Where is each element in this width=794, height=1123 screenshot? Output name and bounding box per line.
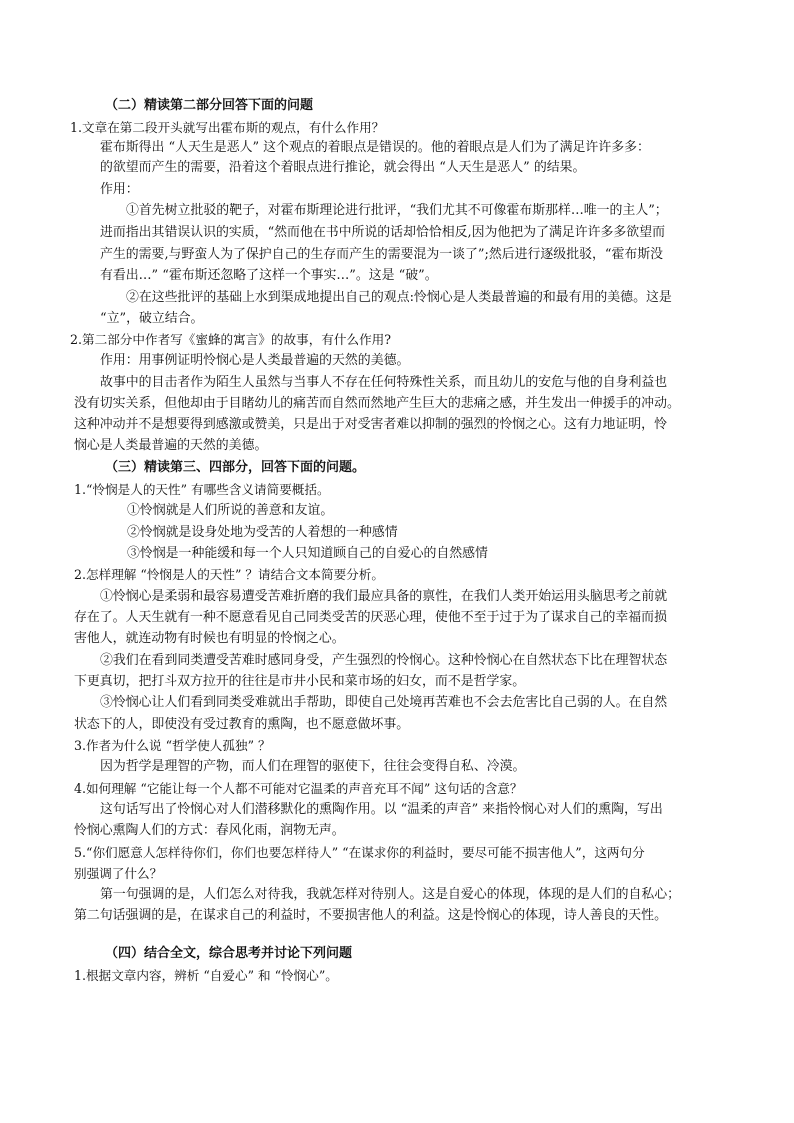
answer-text: 害他人，就连动物有时候也有明显的怜悯之心。 xyxy=(74,631,345,646)
answer-text: 产生的需要,与野蛮人为了保护自己的生存而产生的需要混为一谈了”;然后进行逐级批驳，“霍布斯没 xyxy=(100,247,664,262)
question: 2.怎样理解 “怜悯是人的天性” ？请结合文本简要分析。 xyxy=(74,567,384,582)
question: 1.根据文章内容，辨析 “自爱心” 和 “怜悯心”。 xyxy=(74,968,338,983)
answer-text: 悯心是人类最普遍的天然的美德。 xyxy=(74,438,268,453)
answer-text: 第一句强调的是，人们怎么对待我，我就怎样对待别人。这是自爱心的体现，体现的是人们的自私心； xyxy=(100,887,681,902)
question: 3.作者为什么说 “哲学使人孤独” ？ xyxy=(74,738,271,753)
answer-text: 进而指出其错误认识的实质，“然而他在书中所说的话却恰恰相反,因为他把为了满足许许多多欲望而 xyxy=(100,225,665,240)
answer-text: 怜悯心熏陶人们的方式：春风化雨，润物无声。 xyxy=(74,823,345,838)
section-heading: （四）结合全文，综合思考并讨论下列问题 xyxy=(105,946,353,961)
question: 4.如何理解 “它能让每一个人都不可能对它温柔的声音充耳不闻” 这句话的含意？ xyxy=(74,781,523,796)
answer-text: 霍布斯得出 “人天生是恶人” 这个观点的着眼点是错误的。他的着眼点是人们为了满足许许多多： xyxy=(100,140,650,155)
answer-text: ③怜悯心让人们看到同类受难就出手帮助，即使自己处境再苦难也不会去危害比自己弱的人。在自然 xyxy=(100,695,668,710)
answer-text: 存在了。人天生就有一种不愿意看见自己同类受苦的厌恶心理，使他不至于过于为了谋求自己的幸福而损 xyxy=(74,610,667,625)
answer-text: ①怜悯心是柔弱和最容易遭受苦难折磨的我们最应具备的禀性，在我们人类开始运用头脑思考之前就 xyxy=(100,589,668,604)
answer-text: 因为哲学是理智的产物，而人们在理智的驱使下，往往会变得自私、冷漠。 xyxy=(100,759,526,774)
effect-label: 作用： xyxy=(100,182,139,197)
answer-text: 有看出…” “霍布斯还忽略了这样一个事实…”。这是 “破”。 xyxy=(100,268,438,283)
answer-text: ①首先树立批驳的靶子，对霍布斯理论进行批评，“我们尤其不可像霍布斯那样…唯一的主人”； xyxy=(126,203,668,218)
answer-text: 这句话写出了怜悯心对人们潜移默化的熏陶作用。以 “温柔的声音” 来指怜悯心对人们的熏陶，写出 xyxy=(100,802,663,817)
effect-line: 作用：用事例证明怜悯心是人类最普遍的天然的美德。 xyxy=(100,353,410,368)
answer-text: 下更真切，把打斗双方拉开的往往是市井小民和菜市场的妇女，而不是哲学家。 xyxy=(74,674,526,689)
answer-text: 的欲望而产生的需要，沿着这个着眼点进行推论，就会得出 “人天生是恶人” 的结果。 xyxy=(100,160,586,175)
section-heading: （二）精读第二部分回答下面的问题 xyxy=(105,98,314,113)
section-heading: （三）精读第三、四部分，回答下面的问题。 xyxy=(105,460,366,475)
answer-text: ②我们在看到同类遭受苦难时感同身受，产生强烈的怜悯心。这种怜悯心在自然状态下比在理智状态 xyxy=(100,653,668,668)
question: 2.第二部分中作者写《蜜蜂的寓言》的故事，有什么作用? xyxy=(70,332,392,347)
answer-text: ②在这些批评的基础上水到渠成地提出自己的观点:怜悯心是人类最普遍的和最有用的美德。这是 xyxy=(126,290,672,305)
answer-text: 故事中的目击者作为陌生人虽然与当事人不存在任何特殊性关系，而且幼儿的安危与他的自身利益也 xyxy=(100,375,668,390)
list-item: ①怜悯就是人们所说的善意和友谊。 xyxy=(127,503,334,518)
answer-text: 状态下的人，即使没有受过教育的熏陶，也不愿意做坏事。 xyxy=(74,717,410,732)
question: 1.文章在第二段开头就写出霍布斯的观点，有什么作用？ xyxy=(70,120,385,135)
answer-text: 这种冲动并不是想要得到感激或赞美，只是出于对受害者难以抑制的强烈的怜悯之心。这有力地证明，怜 xyxy=(74,417,667,432)
list-item: ②怜悯就是设身处地为受苦的人着想的一种感情 xyxy=(127,525,398,540)
question: 1.“怜悯是人的天性” 有哪些含义请简要概括。 xyxy=(74,482,330,497)
answer-text: 第二句话强调的是，在谋求自己的利益时，不要损害他人的利益。这是怜悯心的体现，诗人善良的天性。 xyxy=(74,908,667,923)
question: 别强调了什么？ xyxy=(74,866,163,881)
question: 5.“你们愿意人怎样待你们，你们也要怎样待人” “在谋求你的利益时，要尽可能不损害他人”，这两句分 xyxy=(74,845,645,860)
answer-text: “立”，破立结合。 xyxy=(100,311,204,326)
list-item: ③怜悯是一种能缓和每一个人只知道顾自己的自爱心的自然感情 xyxy=(127,546,488,561)
answer-text: 没有切实关系，但他却由于目睹幼儿的痛苦而自然而然地产生巨大的悲痛之感，并生发出一伸援手的冲动。 xyxy=(74,396,680,411)
